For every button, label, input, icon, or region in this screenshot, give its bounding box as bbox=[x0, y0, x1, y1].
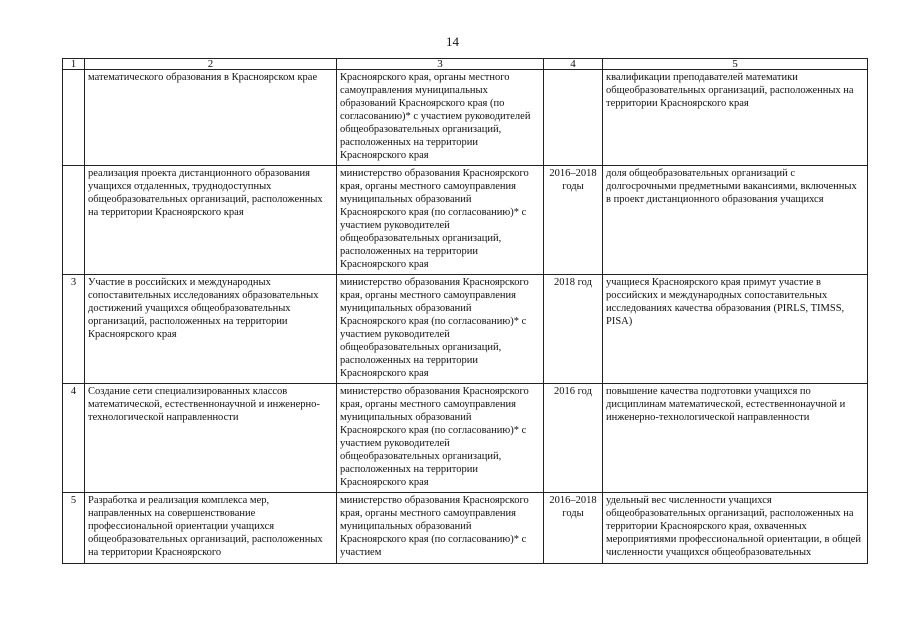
measure-cell: Разработка и реализация комплекса мер, направленных на совершенствование профессиональной ориентации учащихся общеобразовательных организаций, расположенных на территории Красноярского bbox=[85, 493, 337, 564]
executors-cell: министерство образования Красноярского края, органы местного самоуправления муниципальных образований Красноярского края (по согласованию)* с участием bbox=[337, 493, 544, 564]
row-number bbox=[63, 70, 85, 166]
row-number: 5 bbox=[63, 493, 85, 564]
measures-table bbox=[62, 58, 868, 564]
result-cell: квалификации преподавателей математики общеобразовательных организаций, расположенных на территории Красноярского края bbox=[603, 70, 868, 166]
measure-cell: Участие в российских и международных сопоставительных исследованиях образовательных достижений учащихся общеобразовательных организаций, расположенных на территории Красноярского края bbox=[85, 275, 337, 384]
header-col-5: 5 bbox=[603, 59, 868, 70]
header-col-3: 3 bbox=[337, 59, 544, 70]
period-cell: 2016 год bbox=[544, 384, 603, 493]
table-row bbox=[63, 70, 868, 166]
result-cell: учащиеся Красноярского края примут участие в российских и международных сопоставительных исследованиях качества образования (PIRLS, TIMSS, PISA) bbox=[603, 275, 868, 384]
measure-cell: математического образования в Красноярском крае bbox=[85, 70, 337, 166]
row-number: 4 bbox=[63, 384, 85, 493]
result-cell: доля общеобразовательных организаций с долгосрочными предметными вакансиями, включенных в проект дистанционного образования учащихся bbox=[603, 166, 868, 275]
executors-cell: министерство образования Красноярского края, органы местного самоуправления муниципальных образований Красноярского края (по согласованию)* с участием руководителей общеобразовательных организаций, расположенных на территории Красноярского края bbox=[337, 384, 544, 493]
page-number: 14 bbox=[446, 34, 459, 49]
table-row bbox=[63, 384, 868, 493]
table-row bbox=[63, 275, 868, 384]
header-col-1: 1 bbox=[63, 59, 85, 70]
measure-cell: реализация проекта дистанционного образования учащихся отдаленных, труднодоступных общеобразовательных организаций, расположенных на территории Красноярского края bbox=[85, 166, 337, 275]
period-cell bbox=[544, 70, 603, 166]
executors-cell: министерство образования Красноярского края, органы местного самоуправления муниципальных образований Красноярского края (по согласованию)* с участием руководителей общеобразовательных организаций, расположенных на территории Красноярского края bbox=[337, 166, 544, 275]
header-col-4: 4 bbox=[544, 59, 603, 70]
row-number bbox=[63, 166, 85, 275]
measure-cell: Создание сети специализированных классов математической, естественнонаучной и инженерно-технологической направленности bbox=[85, 384, 337, 493]
table-row bbox=[63, 493, 868, 564]
executors-cell: министерство образования Красноярского края, органы местного самоуправления муниципальных образований Красноярского края (по согласованию)* с участием руководителей общеобразовательных организаций, расположенных на территории Красноярского края bbox=[337, 275, 544, 384]
result-cell: удельный вес численности учащихся общеобразовательных организаций, расположенных на территории Красноярского края, охваченных мероприятиями профессиональной ориентации, в общей численности учащихся общеобразовательных bbox=[603, 493, 868, 564]
row-number: 3 bbox=[63, 275, 85, 384]
header-col-2: 2 bbox=[85, 59, 337, 70]
table-header-row bbox=[63, 59, 868, 70]
result-cell: повышение качества подготовки учащихся по дисциплинам математической, естественнонаучной и инженерно-технологической направленности bbox=[603, 384, 868, 493]
table-row bbox=[63, 166, 868, 275]
executors-cell: Красноярского края, органы местного самоуправления муниципальных образований Красноярского края (по согласованию)* с участием руководителей общеобразовательных организаций, расположенных на территории Красноярского края bbox=[337, 70, 544, 166]
period-cell: 2016–2018 годы bbox=[544, 166, 603, 275]
period-cell: 2016–2018 годы bbox=[544, 493, 603, 564]
period-cell: 2018 год bbox=[544, 275, 603, 384]
